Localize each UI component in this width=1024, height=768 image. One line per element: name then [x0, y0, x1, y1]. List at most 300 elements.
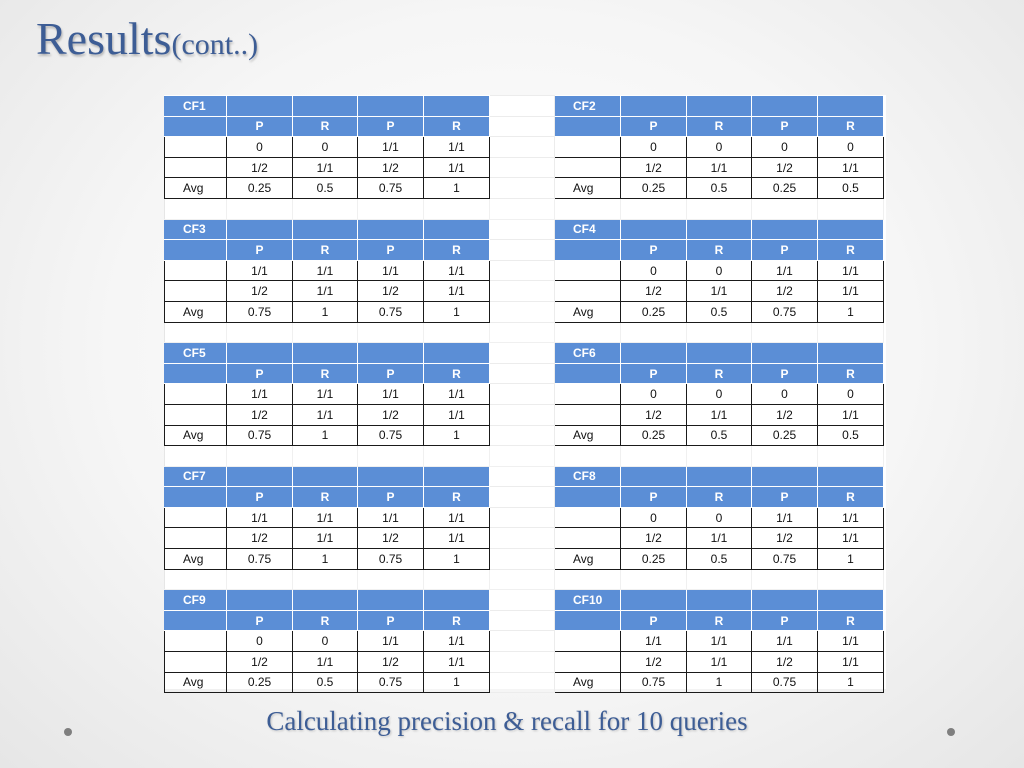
avg-value-cell: 1 [818, 301, 884, 322]
gap-cell [490, 404, 555, 425]
empty-cell [752, 569, 818, 590]
column-header: R [818, 240, 884, 261]
value-cell: 1/1 [424, 281, 490, 302]
value-cell: 1/2 [621, 157, 687, 178]
column-header-row [165, 610, 884, 631]
avg-label: Avg [555, 425, 621, 446]
column-header: R [687, 116, 752, 137]
column-header: R [424, 363, 490, 384]
header-blank-cell [752, 219, 818, 240]
header-blank-cell [555, 610, 621, 631]
header-blank-cell [165, 363, 227, 384]
column-header: R [424, 240, 490, 261]
column-header-row [165, 116, 884, 137]
avg-value-cell: 0.5 [687, 549, 752, 570]
value-cell: 1/1 [358, 631, 424, 652]
column-header: P [227, 240, 293, 261]
header-blank-cell [621, 219, 687, 240]
avg-value-cell: 0.75 [358, 549, 424, 570]
header-blank-cell [227, 590, 293, 611]
empty-cell [358, 446, 424, 467]
header-blank-cell [621, 343, 687, 364]
row-label-cell [555, 281, 621, 302]
value-cell: 1/1 [293, 260, 358, 281]
gap-cell [490, 281, 555, 302]
value-cell: 1/1 [818, 652, 884, 673]
header-blank-cell [293, 219, 358, 240]
avg-label: Avg [165, 178, 227, 199]
value-cell: 1/1 [687, 528, 752, 549]
value-cell: 0 [293, 137, 358, 158]
table-row [165, 528, 884, 549]
value-cell: 1/2 [752, 652, 818, 673]
header-blank-cell [227, 219, 293, 240]
header-blank-cell [818, 466, 884, 487]
avg-row [165, 178, 884, 199]
spacer-row [165, 198, 884, 219]
title-main: Results [36, 13, 172, 64]
header-blank-cell [687, 219, 752, 240]
value-cell: 1/1 [424, 631, 490, 652]
avg-value-cell: 0.5 [293, 672, 358, 693]
value-cell: 1/1 [293, 652, 358, 673]
header-blank-cell [687, 590, 752, 611]
empty-cell [227, 198, 293, 219]
avg-value-cell: 0.75 [358, 425, 424, 446]
value-cell: 0 [621, 260, 687, 281]
header-blank-cell [621, 96, 687, 117]
row-label-cell [165, 137, 227, 158]
avg-label: Avg [165, 672, 227, 693]
value-cell: 0 [818, 384, 884, 405]
row-label-cell [165, 507, 227, 528]
value-cell: 1/2 [227, 157, 293, 178]
column-header: R [293, 116, 358, 137]
value-cell: 1/1 [687, 157, 752, 178]
header-blank-cell [165, 610, 227, 631]
empty-cell [555, 198, 621, 219]
avg-value-cell: 0.5 [687, 425, 752, 446]
empty-cell [227, 569, 293, 590]
slide-caption: Calculating precision & recall for 10 queries [266, 706, 748, 736]
column-header: P [227, 610, 293, 631]
avg-row [165, 301, 884, 322]
table-row [165, 281, 884, 302]
value-cell: 1/1 [687, 404, 752, 425]
empty-cell [752, 322, 818, 343]
column-header-row [165, 487, 884, 508]
header-blank-cell [293, 96, 358, 117]
table-name: CF5 [165, 343, 227, 364]
column-header: P [621, 240, 687, 261]
gap-cell [490, 219, 555, 240]
gap-cell [490, 301, 555, 322]
avg-value-cell: 1 [424, 672, 490, 693]
value-cell: 0 [227, 137, 293, 158]
header-blank-cell [687, 466, 752, 487]
empty-cell [490, 446, 555, 467]
avg-value-cell: 0.5 [293, 178, 358, 199]
value-cell: 1/1 [293, 157, 358, 178]
header-blank-cell [227, 466, 293, 487]
value-cell: 0 [621, 507, 687, 528]
row-label-cell [165, 404, 227, 425]
empty-cell [555, 322, 621, 343]
avg-value-cell: 0.25 [227, 178, 293, 199]
column-header: R [687, 610, 752, 631]
empty-cell [621, 446, 687, 467]
value-cell: 1/2 [358, 528, 424, 549]
value-cell: 1/1 [293, 404, 358, 425]
column-header: P [752, 240, 818, 261]
header-blank-cell [358, 219, 424, 240]
table-name-row [165, 590, 884, 611]
avg-value-cell: 1 [424, 549, 490, 570]
empty-cell [752, 198, 818, 219]
value-cell: 1/2 [358, 157, 424, 178]
gap-cell [490, 260, 555, 281]
empty-cell [424, 198, 490, 219]
value-cell: 0 [687, 260, 752, 281]
empty-cell [424, 322, 490, 343]
value-cell: 1/1 [818, 281, 884, 302]
table-name: CF8 [555, 466, 621, 487]
empty-cell [424, 446, 490, 467]
avg-value-cell: 0.75 [358, 178, 424, 199]
value-cell: 1/1 [424, 507, 490, 528]
header-blank-cell [555, 240, 621, 261]
row-label-cell [165, 281, 227, 302]
empty-cell [358, 198, 424, 219]
header-blank-cell [818, 96, 884, 117]
header-blank-cell [293, 466, 358, 487]
row-label-cell [555, 528, 621, 549]
value-cell: 1/2 [752, 157, 818, 178]
gap-cell [490, 466, 555, 487]
spacer-row [165, 322, 884, 343]
table-row [165, 260, 884, 281]
column-header: P [227, 116, 293, 137]
spacer-row [165, 446, 884, 467]
avg-value-cell: 0.75 [227, 425, 293, 446]
empty-cell [818, 198, 884, 219]
avg-value-cell: 0.25 [621, 301, 687, 322]
value-cell: 1/1 [424, 157, 490, 178]
empty-cell [227, 322, 293, 343]
value-cell: 1/2 [752, 281, 818, 302]
value-cell: 1/1 [293, 281, 358, 302]
column-header: R [818, 487, 884, 508]
row-label-cell [555, 507, 621, 528]
table-row [165, 631, 884, 652]
header-blank-cell [358, 466, 424, 487]
column-header: P [621, 116, 687, 137]
value-cell: 1/1 [293, 528, 358, 549]
avg-label: Avg [165, 549, 227, 570]
column-header: P [752, 487, 818, 508]
row-label-cell [165, 631, 227, 652]
header-blank-cell [227, 343, 293, 364]
right-bullet-dot [947, 728, 955, 736]
gap-cell [490, 116, 555, 137]
header-blank-cell [818, 590, 884, 611]
row-label-cell [165, 384, 227, 405]
value-cell: 1/1 [227, 260, 293, 281]
header-blank-cell [358, 343, 424, 364]
column-header: R [687, 240, 752, 261]
column-header: P [358, 363, 424, 384]
avg-value-cell: 0.25 [227, 672, 293, 693]
value-cell: 0 [687, 507, 752, 528]
empty-cell [358, 569, 424, 590]
header-blank-cell [687, 343, 752, 364]
value-cell: 1/1 [293, 384, 358, 405]
value-cell: 1/1 [818, 507, 884, 528]
gap-cell [490, 528, 555, 549]
column-header: P [621, 487, 687, 508]
avg-row [165, 549, 884, 570]
empty-cell [293, 322, 358, 343]
table-name: CF6 [555, 343, 621, 364]
value-cell: 1/1 [358, 260, 424, 281]
header-blank-cell [555, 116, 621, 137]
header-blank-cell [752, 466, 818, 487]
empty-cell [293, 569, 358, 590]
header-blank-cell [555, 363, 621, 384]
results-grid [164, 95, 884, 693]
value-cell: 1/2 [227, 652, 293, 673]
avg-value-cell: 0.75 [358, 672, 424, 693]
avg-value-cell: 0.75 [752, 301, 818, 322]
row-label-cell [555, 404, 621, 425]
column-header: R [818, 116, 884, 137]
value-cell: 1/1 [424, 528, 490, 549]
left-bullet-dot [64, 728, 72, 736]
column-header: R [687, 363, 752, 384]
empty-cell [752, 446, 818, 467]
value-cell: 0 [687, 137, 752, 158]
avg-value-cell: 1 [424, 425, 490, 446]
header-blank-cell [687, 96, 752, 117]
avg-value-cell: 1 [687, 672, 752, 693]
value-cell: 1/1 [818, 404, 884, 425]
gap-cell [490, 549, 555, 570]
column-header: R [293, 610, 358, 631]
header-blank-cell [424, 590, 490, 611]
avg-value-cell: 1 [293, 549, 358, 570]
row-label-cell [555, 137, 621, 158]
value-cell: 1/2 [621, 652, 687, 673]
header-blank-cell [621, 590, 687, 611]
empty-cell [293, 446, 358, 467]
value-cell: 1/1 [752, 260, 818, 281]
gap-cell [490, 343, 555, 364]
empty-cell [490, 198, 555, 219]
avg-value-cell: 0.5 [687, 301, 752, 322]
avg-label: Avg [165, 301, 227, 322]
value-cell: 0 [752, 137, 818, 158]
avg-value-cell: 0.25 [621, 425, 687, 446]
column-header: P [358, 487, 424, 508]
value-cell: 1/1 [227, 384, 293, 405]
header-blank-cell [165, 116, 227, 137]
value-cell: 1/1 [293, 507, 358, 528]
value-cell: 1/1 [424, 652, 490, 673]
avg-value-cell: 0.75 [752, 549, 818, 570]
empty-cell [490, 322, 555, 343]
row-label-cell [165, 652, 227, 673]
spacer-row [165, 569, 884, 590]
value-cell: 1/2 [227, 528, 293, 549]
value-cell: 1/1 [424, 384, 490, 405]
table-name-row [165, 343, 884, 364]
row-label-cell [165, 260, 227, 281]
table-name: CF4 [555, 219, 621, 240]
column-header: R [818, 363, 884, 384]
table-name: CF9 [165, 590, 227, 611]
gap-cell [490, 384, 555, 405]
avg-value-cell: 0.75 [227, 549, 293, 570]
empty-cell [165, 322, 227, 343]
avg-value-cell: 1 [818, 549, 884, 570]
empty-cell [490, 569, 555, 590]
avg-value-cell: 1 [818, 672, 884, 693]
value-cell: 1/1 [687, 631, 752, 652]
header-blank-cell [227, 96, 293, 117]
value-cell: 1/1 [752, 631, 818, 652]
header-blank-cell [424, 343, 490, 364]
empty-cell [621, 198, 687, 219]
value-cell: 1/1 [358, 507, 424, 528]
column-header: P [752, 610, 818, 631]
value-cell: 1/2 [227, 281, 293, 302]
value-cell: 1/1 [687, 652, 752, 673]
header-blank-cell [621, 466, 687, 487]
value-cell: 1/1 [227, 507, 293, 528]
title-sub: (cont..) [171, 28, 259, 61]
value-cell: 0 [293, 631, 358, 652]
value-cell: 1/2 [621, 528, 687, 549]
value-cell: 1/1 [818, 260, 884, 281]
column-header: R [293, 363, 358, 384]
header-blank-cell [818, 219, 884, 240]
avg-value-cell: 0.75 [621, 672, 687, 693]
value-cell: 1/2 [752, 528, 818, 549]
gap-cell [490, 425, 555, 446]
gap-cell [490, 631, 555, 652]
gap-cell [490, 157, 555, 178]
gap-cell [490, 590, 555, 611]
avg-value-cell: 0.5 [818, 178, 884, 199]
table-name: CF10 [555, 590, 621, 611]
column-header: P [621, 363, 687, 384]
table-row [165, 652, 884, 673]
column-header: R [424, 610, 490, 631]
header-blank-cell [165, 487, 227, 508]
header-blank-cell [818, 343, 884, 364]
column-header: R [687, 487, 752, 508]
table-name: CF7 [165, 466, 227, 487]
header-blank-cell [555, 487, 621, 508]
avg-label: Avg [555, 178, 621, 199]
column-header: R [293, 487, 358, 508]
table-name: CF1 [165, 96, 227, 117]
avg-value-cell: 0.75 [752, 672, 818, 693]
header-blank-cell [293, 590, 358, 611]
gap-cell [490, 487, 555, 508]
column-header: R [424, 116, 490, 137]
empty-cell [621, 569, 687, 590]
value-cell: 1/1 [358, 384, 424, 405]
value-cell: 1/1 [424, 260, 490, 281]
value-cell: 1/1 [818, 631, 884, 652]
gap-cell [490, 137, 555, 158]
header-blank-cell [358, 96, 424, 117]
avg-value-cell: 0.5 [687, 178, 752, 199]
avg-value-cell: 0.25 [621, 549, 687, 570]
column-header: P [358, 610, 424, 631]
avg-value-cell: 1 [424, 301, 490, 322]
empty-cell [818, 322, 884, 343]
avg-row [165, 672, 884, 693]
row-label-cell [165, 157, 227, 178]
value-cell: 1/1 [752, 507, 818, 528]
avg-label: Avg [165, 425, 227, 446]
empty-cell [687, 198, 752, 219]
column-header: P [358, 116, 424, 137]
column-header: P [227, 363, 293, 384]
header-blank-cell [424, 219, 490, 240]
table-row [165, 404, 884, 425]
row-label-cell [165, 528, 227, 549]
value-cell: 1/1 [424, 404, 490, 425]
table-row [165, 384, 884, 405]
column-header: P [621, 610, 687, 631]
table-row [165, 137, 884, 158]
value-cell: 1/1 [621, 631, 687, 652]
value-cell: 1/1 [687, 281, 752, 302]
empty-cell [818, 569, 884, 590]
header-blank-cell [424, 96, 490, 117]
gap-cell [490, 652, 555, 673]
row-label-cell [555, 260, 621, 281]
value-cell: 1/2 [358, 281, 424, 302]
avg-value-cell: 0.25 [752, 178, 818, 199]
column-header: R [293, 240, 358, 261]
value-cell: 1/2 [621, 281, 687, 302]
value-cell: 0 [752, 384, 818, 405]
value-cell: 1/1 [358, 137, 424, 158]
avg-row [165, 425, 884, 446]
table-name-row [165, 219, 884, 240]
row-label-cell [555, 384, 621, 405]
empty-cell [818, 446, 884, 467]
value-cell: 1/1 [424, 137, 490, 158]
header-blank-cell [293, 343, 358, 364]
value-cell: 1/1 [818, 528, 884, 549]
empty-cell [687, 569, 752, 590]
header-blank-cell [358, 590, 424, 611]
avg-value-cell: 0.25 [621, 178, 687, 199]
avg-value-cell: 0.25 [752, 425, 818, 446]
avg-value-cell: 1 [293, 425, 358, 446]
value-cell: 0 [621, 137, 687, 158]
avg-label: Avg [555, 672, 621, 693]
column-header: R [818, 610, 884, 631]
row-label-cell [555, 157, 621, 178]
empty-cell [424, 569, 490, 590]
value-cell: 1/1 [818, 157, 884, 178]
